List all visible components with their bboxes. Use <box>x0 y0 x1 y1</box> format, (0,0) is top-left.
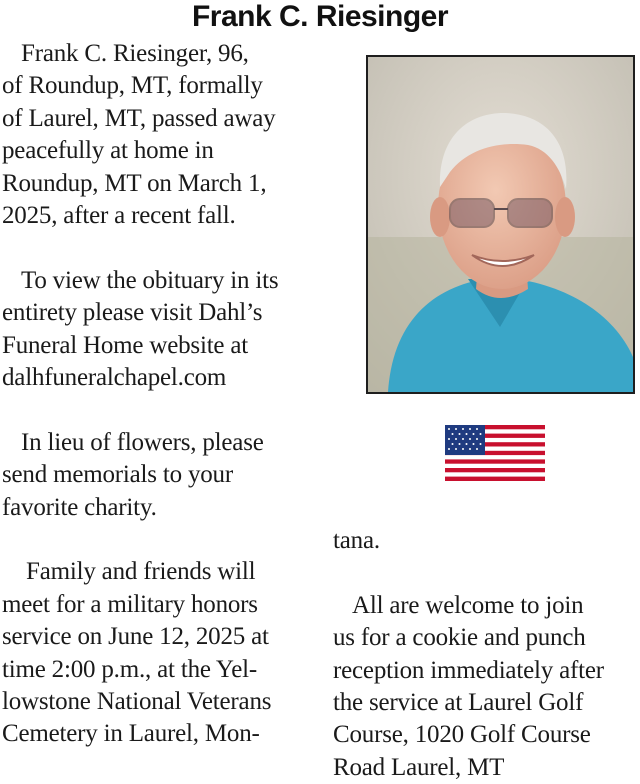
text-line: of Roundup, MT, formally <box>2 72 263 100</box>
text-line: Roundup, MT on March 1, <box>2 169 267 197</box>
text-line: Frank C. Riesinger, 96, <box>21 40 249 67</box>
paragraph-spacer <box>333 557 639 589</box>
website-text: dalhfuneralchapel.com <box>2 364 227 392</box>
text-line: the service at Laurel Golf <box>333 689 584 717</box>
text-line: Family and friends will <box>26 558 256 586</box>
text-line: entirety please visit Dahl’s <box>2 299 263 327</box>
text-line: of Laurel, MT, passed away <box>2 104 276 132</box>
text-line: 2025, after a recent fall. <box>2 202 236 230</box>
paragraph-death-notice <box>2 38 320 232</box>
obituary-title: Frank C. Riesinger <box>191 0 449 33</box>
portrait-illustration <box>368 57 633 392</box>
text-line: reception immediately after <box>333 656 604 684</box>
right-text-column <box>333 525 639 784</box>
text-line: All are welcome to join <box>352 591 584 619</box>
text-line: To view the obituary in its <box>21 266 279 294</box>
text-line: Funeral Home website at <box>2 331 249 359</box>
paragraph-reception <box>333 590 639 784</box>
text-line: tana. <box>333 527 380 554</box>
text-line: us for a cookie and punch <box>333 624 586 652</box>
text-line: lowstone National Veterans <box>2 688 272 716</box>
text-line: time 2:00 p.m., at the Yel- <box>2 655 258 683</box>
text-line: Road Laurel, MT <box>333 753 505 781</box>
american-flag-icon <box>445 425 545 481</box>
text-line: Cemetery in Laurel, Mon- <box>2 720 260 748</box>
paragraph-spacer <box>2 524 320 556</box>
paragraph-service <box>2 556 320 750</box>
paragraph-website-notice <box>2 265 320 395</box>
paragraph-service-continuation <box>333 525 639 557</box>
paragraph-spacer <box>2 394 320 426</box>
paragraph-memorials <box>2 427 320 524</box>
text-line: In lieu of flowers, please <box>21 428 264 456</box>
text-line: Course, 1020 Golf Course <box>333 721 591 749</box>
left-text-column <box>2 38 320 751</box>
text-line: meet for a military honors <box>2 590 258 618</box>
text-line: send memorials to your <box>2 461 233 489</box>
text-line: peacefully at home in <box>2 137 214 165</box>
portrait-photo <box>366 55 635 394</box>
text-line: favorite charity. <box>2 493 157 521</box>
text-line: service on June 12, 2025 at <box>2 623 269 651</box>
paragraph-spacer <box>2 232 320 264</box>
